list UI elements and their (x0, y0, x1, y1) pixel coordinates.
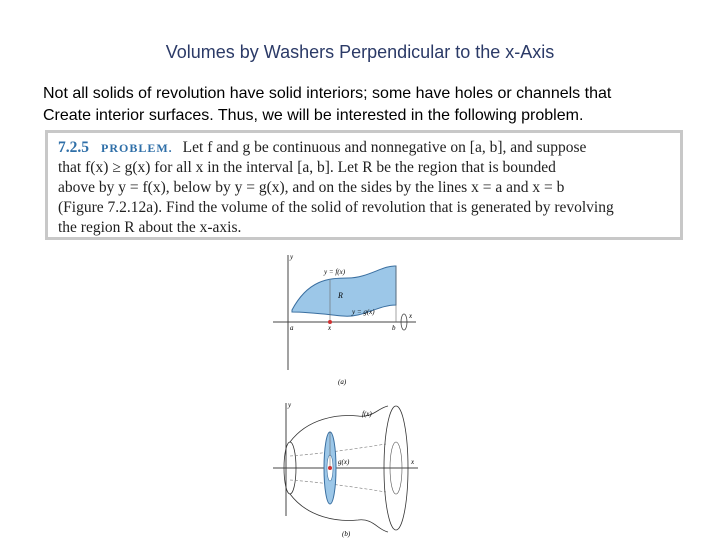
problem-line-3: above by y = f(x), below by y = g(x), and on the sides by the lines x = a and x = b (58, 179, 565, 196)
problem-box (45, 130, 683, 240)
x-marker (328, 466, 332, 470)
problem-label: PROBLEM. (101, 141, 173, 155)
b-label: b (392, 324, 396, 332)
problem-line-2: that f(x) ≥ g(x) for all x in the interval [a, b]. Let R be the region that is bounded (58, 159, 556, 176)
x-axis-label: x (409, 312, 413, 320)
y-label: y (288, 401, 292, 409)
caption-b: (b) (342, 530, 351, 538)
figure-a (268, 250, 428, 390)
y-label: y (290, 253, 294, 261)
problem-line-1: Let f and g be continuous and nonnegative on [a, b], and suppose (182, 139, 587, 156)
figure-b (268, 398, 428, 540)
g-label: g(x) (338, 458, 350, 466)
problem-header-line (58, 139, 586, 157)
x-tick-label: x (328, 324, 332, 332)
g-label: y = g(x) (352, 308, 375, 316)
caption-a: (a) (338, 378, 347, 386)
outer-surface (290, 406, 388, 532)
intro-line-2: Create interior surfaces. Thus, we will be interested in the following problem. (43, 107, 584, 124)
page-title: Volumes by Washers Perpendicular to the x-Axis (165, 42, 555, 62)
region-label: R (338, 291, 343, 300)
problem-line-4: (Figure 7.2.12a). Find the volume of the solid of revolution that is generated by revolving (58, 199, 614, 216)
problem-number: 7.2.5 (58, 139, 89, 156)
intro-paragraph (43, 83, 693, 127)
intro-line-1: Not all solids of revolution have solid interiors; some have holes or channels that (43, 85, 612, 102)
a-label: a (290, 324, 294, 332)
f-label: f(x) (362, 410, 372, 418)
problem-line-5: the region R about the x-axis. (58, 219, 242, 236)
f-label: y = f(x) (324, 268, 346, 276)
x-axis-label: x (411, 458, 415, 466)
